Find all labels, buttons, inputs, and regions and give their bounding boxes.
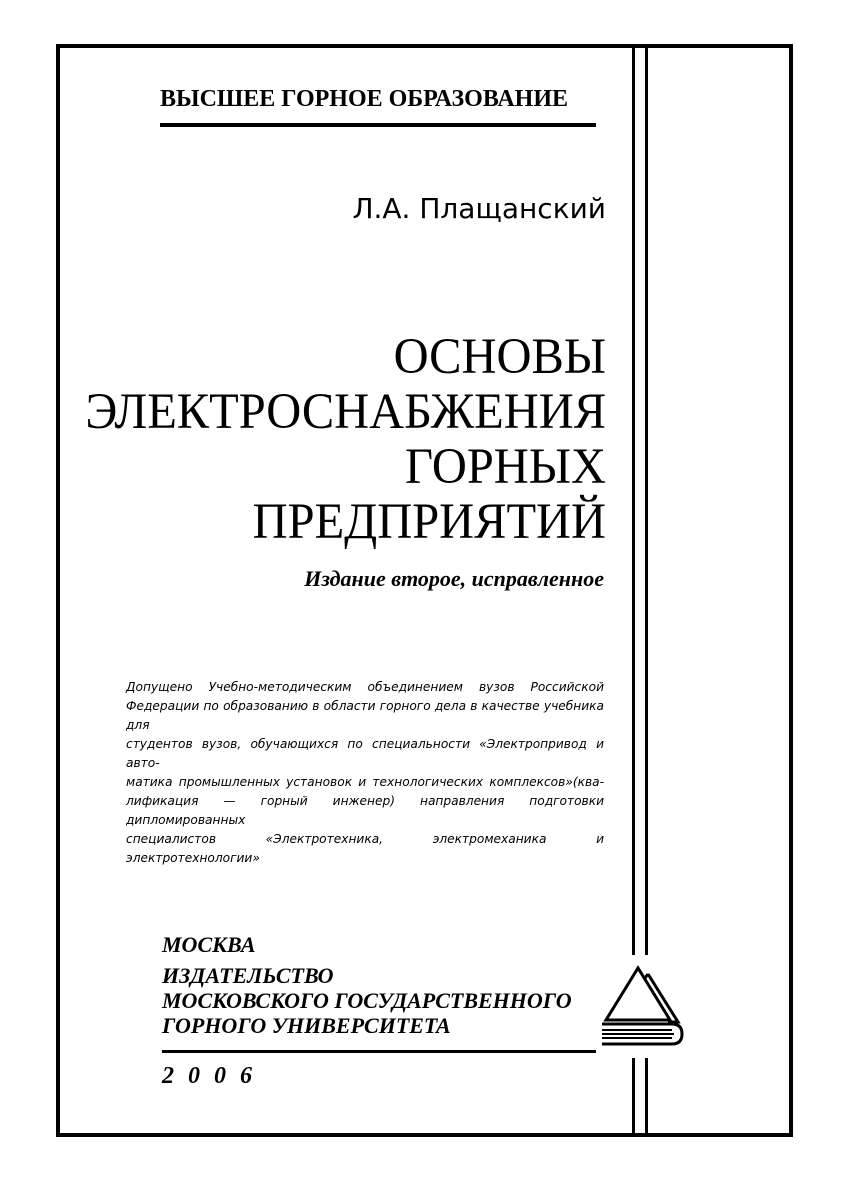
approval-line: матика промышленных установок и технологических комплексов»(ква- [126, 775, 604, 789]
publication-city: МОСКВА [162, 932, 256, 957]
approval-line: специалистов «Электротехника, электромеханика и электротехнологии» [126, 832, 604, 865]
vertical-rule-left-upper [632, 46, 635, 955]
title-line: ЭЛЕКТРОСНАБЖЕНИЯ [85, 384, 606, 440]
series-underline [160, 123, 596, 127]
approval-line: Допущено Учебно-методическим объединением вузов Российской [126, 680, 604, 694]
vertical-rule-right-upper [645, 46, 648, 955]
title-line: ПРЕДПРИЯТИЙ [252, 494, 607, 550]
approval-line: студентов вузов, обучающихся по специальности «Электропривод и авто- [126, 737, 604, 770]
title-line: ГОРНЫХ [405, 439, 606, 495]
title-line: ОСНОВЫ [393, 329, 606, 385]
publisher-line: ГОРНОГО УНИВЕРСИТЕТА [162, 1013, 451, 1038]
vertical-rule-right-lower [645, 1058, 648, 1136]
approval-line: лификация — горный инженер) направления подготовки дипломированных [126, 794, 604, 827]
edition-note: Издание второе, исправленное [304, 566, 604, 591]
vertical-rule-left-lower [632, 1058, 635, 1136]
approval-statement [126, 678, 604, 868]
publisher-line: МОСКОВСКОГО ГОСУДАРСТВЕННОГО [162, 988, 572, 1013]
publication-year: 2006 [162, 1063, 266, 1089]
author-name: Л.А. Плащанский [352, 192, 606, 225]
publisher-name [162, 963, 572, 1038]
triangle-on-book-icon [598, 962, 690, 1054]
series-title: ВЫСШЕЕ ГОРНОЕ ОБРАЗОВАНИЕ [160, 86, 568, 112]
publisher-underline [162, 1050, 596, 1053]
approval-line: Федерации по образованию в области горного дела в качестве учебника для [126, 699, 604, 732]
book-title [85, 330, 606, 550]
publisher-line: ИЗДАТЕЛЬСТВО [162, 963, 334, 988]
